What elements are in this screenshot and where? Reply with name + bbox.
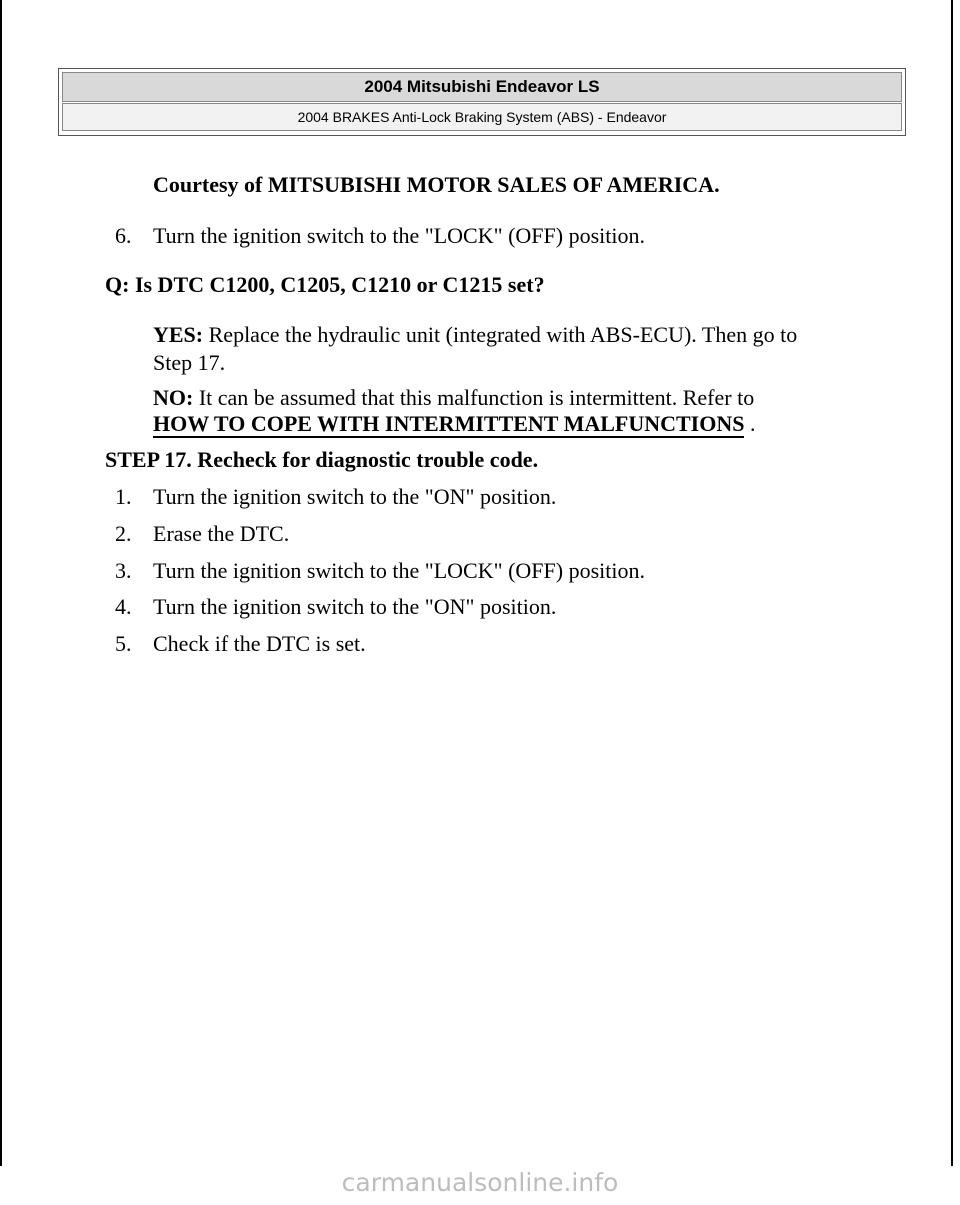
step17-item-number: 4. <box>115 594 132 619</box>
step17-item-number: 1. <box>115 484 132 509</box>
step17-item-number: 3. <box>115 558 132 583</box>
step17-item-text: Turn the ignition switch to the "LOCK" (OFF) position. <box>153 558 646 583</box>
site-watermark: carmanualsonline.info <box>341 1168 619 1197</box>
page-border-right <box>951 0 953 1166</box>
step17-item-number: 5. <box>115 631 132 656</box>
step17-item-text: Turn the ignition switch to the "ON" position. <box>153 484 557 509</box>
step17-item-text: Check if the DTC is set. <box>153 631 366 656</box>
no-answer-line1 <box>153 385 754 411</box>
page-border-left <box>0 0 2 1166</box>
step17-item-text: Turn the ignition switch to the "ON" position. <box>153 594 557 619</box>
question-heading: Q: Is DTC C1200, C1205, C1210 or C1215 set? <box>105 272 545 297</box>
document-header <box>58 68 906 136</box>
header-title: 2004 Mitsubishi Endeavor LS <box>62 72 902 102</box>
intermittent-malfunctions-link[interactable]: HOW TO COPE WITH INTERMITTENT MALFUNCTIONS <box>153 411 745 436</box>
yes-answer-line2: Step 17. <box>153 350 226 375</box>
step6-number: 6. <box>115 223 132 248</box>
yes-answer-line1 <box>153 322 797 348</box>
no-label: NO: <box>153 385 194 410</box>
header-subtitle: 2004 BRAKES Anti-Lock Braking System (ABS) - Endeavor <box>62 103 902 131</box>
courtesy-caption: Courtesy of MITSUBISHI MOTOR SALES OF AMERICA. <box>153 172 720 197</box>
step17-item-text: Erase the DTC. <box>153 521 290 546</box>
step17-heading: STEP 17. Recheck for diagnostic trouble code. <box>105 447 539 472</box>
yes-label: YES: <box>153 322 204 347</box>
step6-text: Turn the ignition switch to the "LOCK" (OFF) position. <box>153 223 646 248</box>
no-answer-line2 <box>153 411 755 437</box>
step17-item-number: 2. <box>115 521 132 546</box>
yes-text: Replace the hydraulic unit (integrated with ABS-ECU). Then go to <box>208 322 798 347</box>
no-after-link: . <box>749 411 756 436</box>
no-text: It can be assumed that this malfunction is intermittent. Refer to <box>198 385 755 410</box>
